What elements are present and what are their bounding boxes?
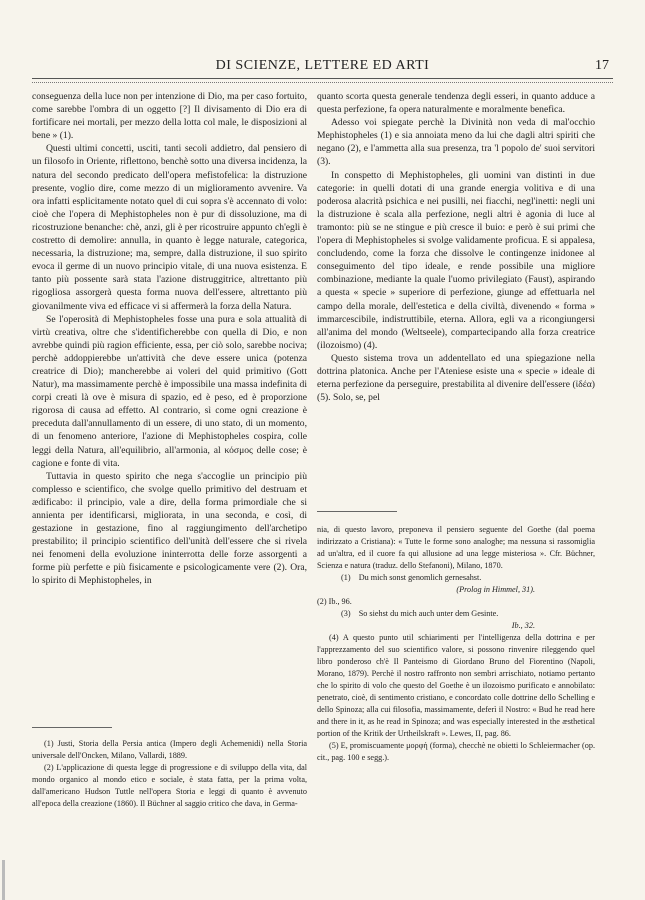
footnote-continuation: nia, di questo lavoro, preponeva il pensiero seguente del Goethe (dal poema indirizzato a Cristiana): « Tutte le forme sono analoghe; ma nessuna si rassomiglia ad un'altra, ed il cuore fa qui allusione ad una legge misteriosa ». Cfr. Büchner, Scienza e natura (traduz. dello Stefanoni), Milano, 1870. — [317, 525, 595, 570]
footnote-4: (4) A questo punto util schiarimenti per l'intelligenza della dottrina e per l'apprezzamento del suo scientifico valore, si possono rinvenire rileggendo quel libro ponderoso ch'è Il Panteismo di Giordano Bruno del Fiorentino (Napoli, Morano, 1879). Perchè il nostro raffronto non sembri arrischiato, notiamo pertanto che lo spirito di volo che questo del Goethe è un ilozoismo purificato e annobilato: penetrato, cioè, di sentimento cristiano, e concordato colle dottrine dello Schelling e dello Spinoza; alla cui filosofia, massimamente, deferì il Nostro: « Bud he read here and there in it, as he read in Spinoza; and was especially interested in the æsthetical portion of the Kritik der Urtheilskraft ». Lewes, II, pag. 86. — [317, 633, 595, 738]
left-footnotes — [32, 738, 307, 810]
header-rule — [32, 78, 613, 83]
right-paragraph-2: Adesso voi spiegate perchè la Divinità non veda di mal'occhio Mephistopheles (1) e sia annoiata meno da lui che dagli altri spiriti che negano (2), e l'ammetta alla sua presenza, tra 'l popolo de' suoi servitori (3). — [317, 117, 595, 168]
footnote-3-label: (3) — [341, 609, 351, 618]
footnote-5: (5) E, promiscuamente μορφή (forma), checchè ne obietti lo Schleiermacher (op. cit., pag. 100 e segg.). — [317, 741, 595, 762]
right-paragraph-1: quanto scorta questa generale tendenza degli esseri, in quanto adduce a questa perfezione, fa opera naturalmente e moralmente benefica. — [317, 91, 595, 116]
right-footnotes — [317, 524, 595, 764]
left-paragraph-4: Tuttavia in questo spirito che nega s'accoglie un principio più complesso e scientifico, che svolge quello primitivo del destruam et ædificabo: il principio, vale a dire, della forma primordiale che si annienta per identificarsi, migliorata, in una seconda, e così, di gestazione in gestazione, fino al raggiungimento dell'archetipo prestabilito; il principio scientifico dell'unità dell'essere che si rivela nei fenomeni della evoluzione ininterrotta delle forze assorgenti a forme più perfette e più fisicamente e psicologicamente vere (2). Ora, lo spirito di Mephistopheles, in — [32, 470, 307, 587]
footnote-left-1: (1) Justi, Storia della Persia antica (Impero degli Achemenidi) nella Storia universale dell'Oncken, Milano, Vallardi, 1889. — [32, 739, 307, 760]
right-footnote-rule — [317, 511, 397, 512]
footnote-1-source: (Prolog in Himmel, 31). — [456, 585, 535, 594]
left-footnote-rule — [32, 727, 112, 728]
footnote-2: (2) Ib., 96. — [317, 597, 352, 606]
right-paragraph-3: In conspetto di Mephistopheles, gli uomini van distinti in due categorie: in quelli dotati di una grande energia volitiva e di una poderosa alacrità psichica e nei pusilli, nei fiacchi, negl'inetti: negli uni la distruzione è scala alla perfezione, negli altri è agonia di luce al tramonto: più se ne stingue e più cresce il buio: e però è sui primi che l'opera di Mephistopheles si svolge validamente proficua. E si appalesa, concludendo, come la forza che dissolve le contingenze inidonee al conseguimento del tipo ideale, e rende possibile una migliore combinazione, mediante la quale l'uomo privilegiato (Faust), aspirando a questa « specie » superiore di perfezione, giunge ad effettuarla nel campo della morale, dell'estetica e della civiltà, divenendo « forma » immarcescibile, indistruttibile, eterna. Allora, egli va a ricongiungersi all'anima del mondo (Weltseele), compartecipando alla forza creatrice (ilozoismo) (4). — [317, 169, 595, 351]
page-number: 17 — [595, 58, 609, 73]
footnote-3-source: Ib., 32. — [511, 621, 535, 630]
left-paragraph-2: Questi ultimi concetti, usciti, tanti secoli addietro, dal pensiero di un filosofo in Oriente, riflettono, benchè sotto una diversa incidenza, la natura del secondo predicato dell'opera mefistofelica: la distruzione presente, voglio dire, come mezzo di un miglioramento avvenire. Va ora infatti esplicitamente notato quel di cui sopra s'è accennato di volo: cioè che l'opera di Mephistopheles non è pur di dissoluzione, ma di ricostruzione benanche: chè, anzi, gli è per ricostruire appunto ch'egli è costretto di demolire: annulla, in quanto è legge naturale, categorica, necessaria, la distruzione; ma, sempre, dalla distruzione, il suo spirito evoca il germe di un nuovo principio vitale, di una nuova esistenza. E tanto più possente sarà stata l'azione distruggitrice, altrettanto più rigogliosa assorgerà questa forma nuova dell'essere, altrettanto più giovanilmente viva ed efficace vi si affermerà la forza della Natura. — [32, 143, 307, 312]
left-column — [32, 90, 307, 588]
footnote-3-verse — [317, 608, 595, 620]
left-paragraph-1: conseguenza della luce non per intenzione di Dio, ma per caso fortuito, come sarebbe l'ombra di un oggetto [?] Il divisamento di Dio era di fortificare nei mortali, per mezzo della lotta col male, le disposizioni al bene » (1). — [32, 91, 307, 142]
right-paragraph-4: Questo sistema trova un addentellato ed una spiegazione nella dottrina platonica. Anche per l'Ateniese esiste una « specie » ideale di eterna perfezione da perseguire, prestabilita al divenire dell'essere (ἰδέα) (5). Solo, se, pel — [317, 352, 595, 404]
footnote-3-text: So siehst du mich auch unter dem Gesinte. — [358, 609, 499, 618]
footnote-1-verse — [317, 572, 595, 584]
running-title: DI SCIENZE, LETTERE ED ARTI — [215, 58, 430, 73]
footnote-1-text: Du mich sonst genomlich gernesahst. — [358, 573, 482, 582]
right-column — [317, 90, 595, 404]
scan-edge-mark — [2, 860, 5, 900]
page-header — [30, 58, 615, 76]
left-paragraph-3: Se l'operosità di Mephistopheles fosse una pura e sola attualità di virtù creativa, oltre che s'identificherebbe con quella di Dio, e non avrebbe quindi più ragion efficiente, essa, per ciò solo, sarebbe nociva; perchè addoppierebbe un'attività che deve essere unica (potenza creatrice di Dio); mancherebbe ai voleri del quid primitivo (Gott Natur), ma massimamente perchè è impossibile una massa indefinita di corpi creati là ove è misura di spazio, ed è peso, ed è proporzione rigorosa di causa ad effetto. Al contrario, sì come ogni creazione è preceduta dall'annullamento di un essere, di uno stato, di un momento, di un fenomeno anteriore, l'azione di Mephistopheles cospira, colle leggi della Natura, all'equilibrio, all'armonia, al κόσμος delle cose; è cagione e fonte di vita. — [32, 313, 307, 469]
footnote-left-2: (2) L'applicazione di questa legge di progressione e di sviluppo della vita, dal mondo organico al mondo etico e sociale, è stata fatta, per la prima volta, dall'americano Hudson Tuttle nell'opera Storia e leggi di quanto è avvenuto all'epoca della creazione (1860). Il Büchner al saggio critico che dava, in Germa- — [32, 763, 307, 808]
footnote-1-label: (1) — [341, 573, 351, 582]
